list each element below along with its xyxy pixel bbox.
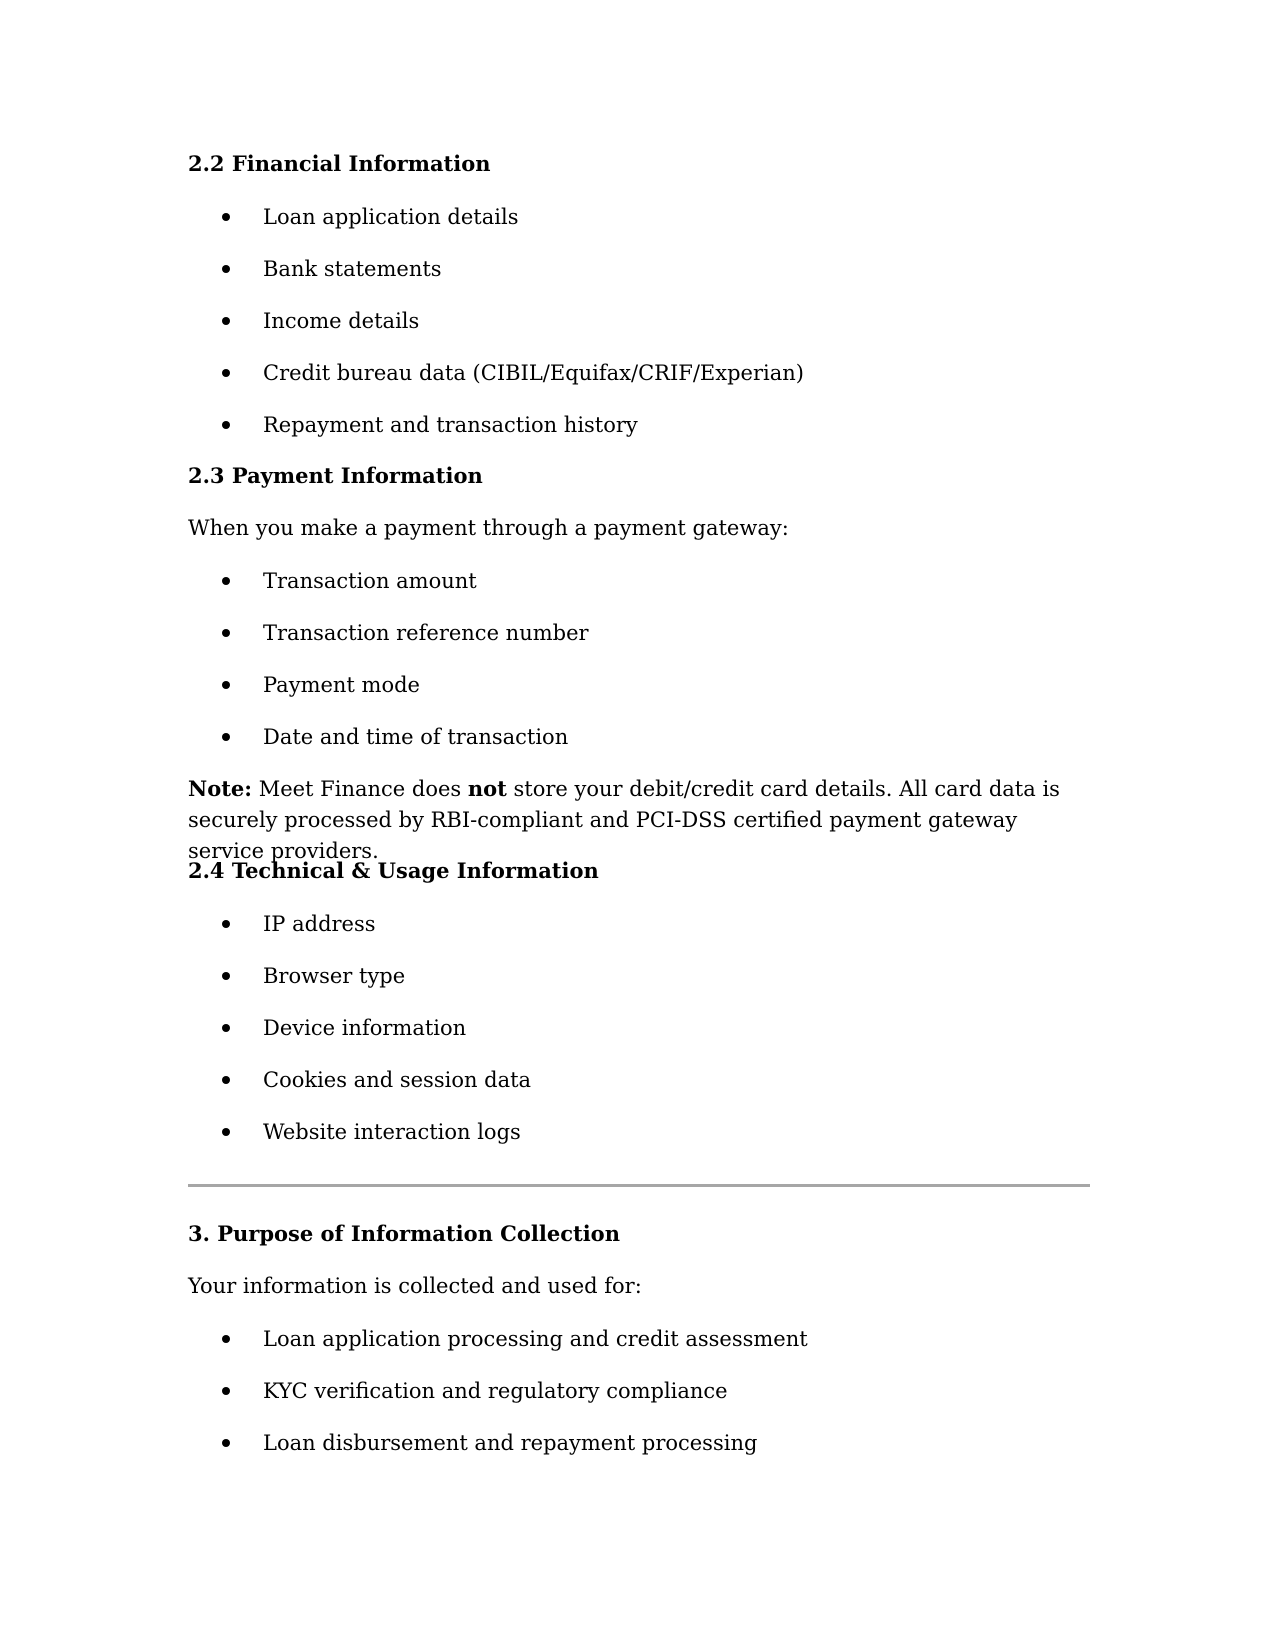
- list-item: Loan disbursement and repayment processing: [263, 1431, 758, 1455]
- note-text-part2: store your debit/credit card details. All card data is securely processed by RBI-compliant and PCI-DSS certified payment gateway service providers.: [188, 777, 1067, 863]
- list-item: Repayment and transaction history: [263, 413, 638, 437]
- list-item: Income details: [263, 309, 420, 333]
- bullet-dot: [222, 733, 230, 741]
- bullet-dot: [222, 1024, 230, 1032]
- bullet-dot: [222, 629, 230, 637]
- list-item: Bank statements: [263, 257, 442, 281]
- note-text-part1: Meet Finance does: [252, 777, 468, 801]
- list-item: Transaction reference number: [263, 621, 589, 645]
- list-item: KYC verification and regulatory compliance: [263, 1379, 728, 1403]
- section-heading-financial: 2.2 Financial Information: [188, 151, 491, 176]
- list-item: Website interaction logs: [263, 1120, 521, 1144]
- horizontal-divider: [188, 1184, 1090, 1187]
- list-item: Payment mode: [263, 673, 420, 697]
- bullet-dot: [222, 421, 230, 429]
- list-item: Browser type: [263, 964, 406, 988]
- list-item: Date and time of transaction: [263, 725, 569, 749]
- section-intro-purpose: Your information is collected and used for:: [188, 1274, 642, 1298]
- bullet-dot: [222, 213, 230, 221]
- section-intro-payment: When you make a payment through a payment gateway:: [188, 516, 789, 540]
- list-item: Loan application processing and credit assessment: [263, 1327, 808, 1351]
- bullet-dot: [222, 265, 230, 273]
- bullet-dot: [222, 1387, 230, 1395]
- bullet-dot: [222, 920, 230, 928]
- bullet-dot: [222, 1335, 230, 1343]
- bullet-dot: [222, 681, 230, 689]
- bullet-dot: [222, 369, 230, 377]
- note-emphasis: not: [467, 776, 507, 801]
- list-item: Transaction amount: [263, 569, 477, 593]
- section-heading-technical: 2.4 Technical & Usage Information: [188, 858, 599, 883]
- bullet-dot: [222, 1439, 230, 1447]
- note-label: Note:: [188, 776, 253, 801]
- bullet-dot: [222, 1076, 230, 1084]
- list-item: Credit bureau data (CIBIL/Equifax/CRIF/Experian): [263, 361, 804, 385]
- list-item: Cookies and session data: [263, 1068, 532, 1092]
- section-heading-purpose: 3. Purpose of Information Collection: [188, 1221, 620, 1246]
- bullet-dot: [222, 972, 230, 980]
- section-heading-payment: 2.3 Payment Information: [188, 463, 483, 488]
- list-item: IP address: [263, 912, 376, 936]
- list-item: Loan application details: [263, 205, 519, 229]
- bullet-dot: [222, 1128, 230, 1136]
- bullet-dot: [222, 577, 230, 585]
- bullet-dot: [222, 317, 230, 325]
- list-item: Device information: [263, 1016, 467, 1040]
- payment-note: [188, 773, 1088, 867]
